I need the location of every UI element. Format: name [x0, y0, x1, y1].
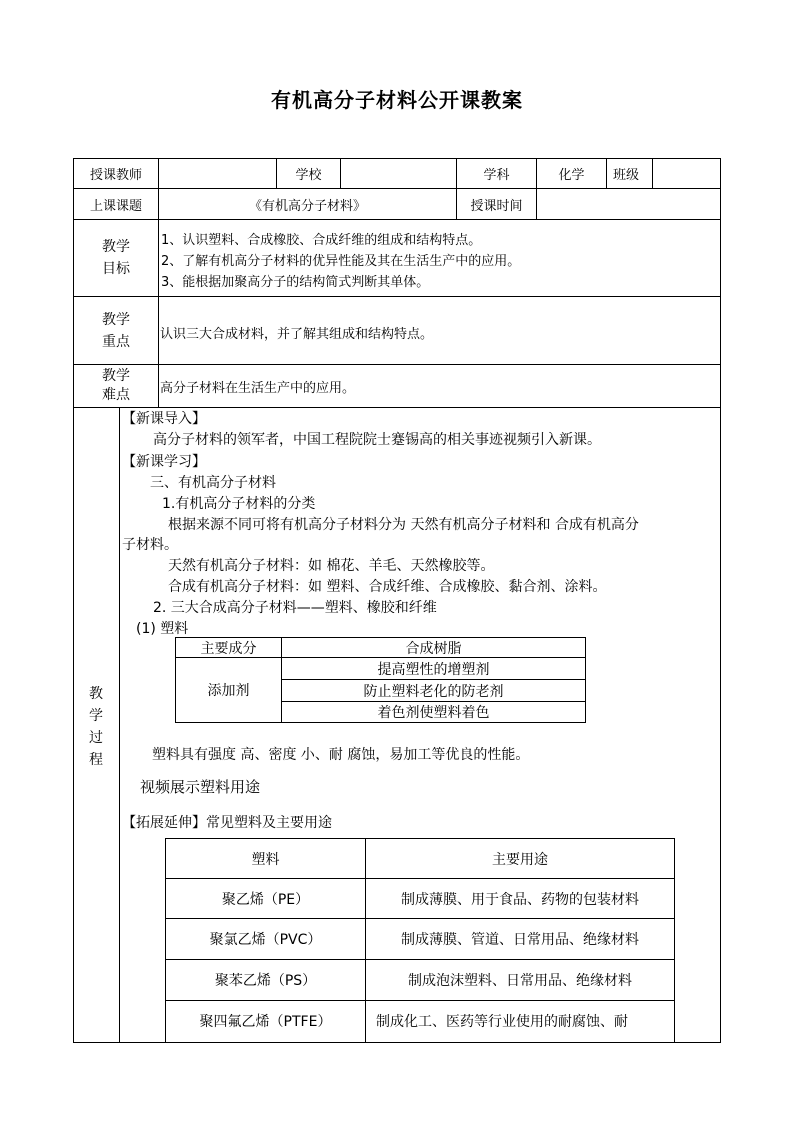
difficulties-label: 教学 难点: [102, 368, 130, 403]
class-value: [653, 159, 720, 188]
plastic-heading: (1) 塑料: [136, 621, 189, 637]
time-label: 授课时间: [470, 198, 523, 214]
plastic-name: 聚乙烯（PE）: [221, 891, 310, 908]
subject-label: 学科: [483, 168, 510, 183]
topic-label: 上课课题: [89, 198, 142, 214]
additive-item: 防止塑料老化的防老剂: [363, 683, 504, 700]
section-title: 三、有机高分子材料: [150, 475, 276, 491]
teacher-label: 授课教师: [89, 168, 142, 183]
uses-header-use: 主要用途: [492, 851, 548, 868]
goal-item: 1、认识塑料、合成橡胶、合成纤维的组成和结构特点。: [161, 233, 482, 248]
plastic-use: 制成薄膜、管道、日常用品、绝缘材料: [401, 932, 639, 948]
natural-examples: 天然有机高分子材料：如 棉花、羊毛、天然橡胶等。: [168, 558, 495, 574]
sub1-paragraph-cont: 子材料。: [122, 537, 178, 553]
additive-label: 添加剂: [207, 683, 250, 699]
plastic-use: 制成泡沫塑料、日常用品、绝缘材料: [408, 973, 632, 989]
uses-header-plastic: 塑料: [251, 851, 280, 868]
plastic-use: 制成化工、医药等行业使用的耐腐蚀、耐: [376, 1014, 628, 1030]
school-value: [341, 159, 456, 188]
main-component-label: 主要成分: [200, 640, 257, 657]
intro-heading: 【新课导入】: [122, 411, 206, 427]
study-heading: 【新课学习】: [122, 454, 206, 470]
goals-label: 教学 目标: [102, 239, 130, 277]
plastic-use: 制成薄膜、用于食品、药物的包装材料: [401, 891, 639, 908]
sub2-title: 2. 三大合成高分子材料——塑料、橡胶和纤维: [153, 600, 437, 616]
page-title: 有机高分子材料公开课教案: [271, 88, 523, 112]
intro-text: 高分子材料的领军者，中国工程院院士蹇锡高的相关事迹视频引入新课。: [153, 432, 601, 448]
plastic-name: 聚四氟乙烯（PTFE）: [199, 1014, 332, 1030]
additive-item: 提高塑性的增塑剂: [377, 661, 490, 678]
main-component-value: 合成树脂: [405, 640, 462, 657]
plastic-name: 聚氯乙烯（PVC）: [209, 932, 322, 948]
teacher-value: [159, 159, 276, 188]
process-label: 教 学 过 程: [89, 686, 103, 768]
subject-value: 化学: [558, 168, 585, 183]
plastic-properties: 塑料具有强度 高、密度 小、耐 腐蚀，易加工等优良的性能。: [152, 747, 530, 763]
school-label: 学校: [295, 168, 322, 183]
key-points-text: 认识三大合成材料，并了解其组成和结构特点。: [160, 327, 434, 342]
plastic-name: 聚苯乙烯（PS）: [214, 973, 317, 989]
extension-heading: 【拓展延伸】常见塑料及主要用途: [122, 815, 332, 831]
time-value: [537, 189, 720, 219]
sub1-title: 1.有机高分子材料的分类: [162, 496, 316, 512]
difficulties-text: 高分子材料在生活生产中的应用。: [160, 381, 356, 396]
video-note: 视频展示塑料用途: [140, 778, 261, 796]
synthetic-examples: 合成有机高分子材料：如 塑料、合成纤维、合成橡胶、黏合剂、涂料。: [168, 579, 607, 595]
sub1-paragraph: 根据来源不同可将有机高分子材料分为 天然有机高分子材料和 合成有机高分: [168, 517, 639, 533]
additive-item: 着色剂使塑料着色: [377, 705, 490, 721]
topic-value: 《有机高分子材料》: [248, 198, 366, 214]
goal-item: 3、能根据加聚高分子的结构简式判断其单体。: [161, 275, 430, 290]
key-points-label: 教学 重点: [102, 311, 130, 350]
goal-item: 2、了解有机高分子材料的优异性能及其在生活生产中的应用。: [161, 254, 521, 269]
class-label: 班级: [613, 168, 640, 183]
